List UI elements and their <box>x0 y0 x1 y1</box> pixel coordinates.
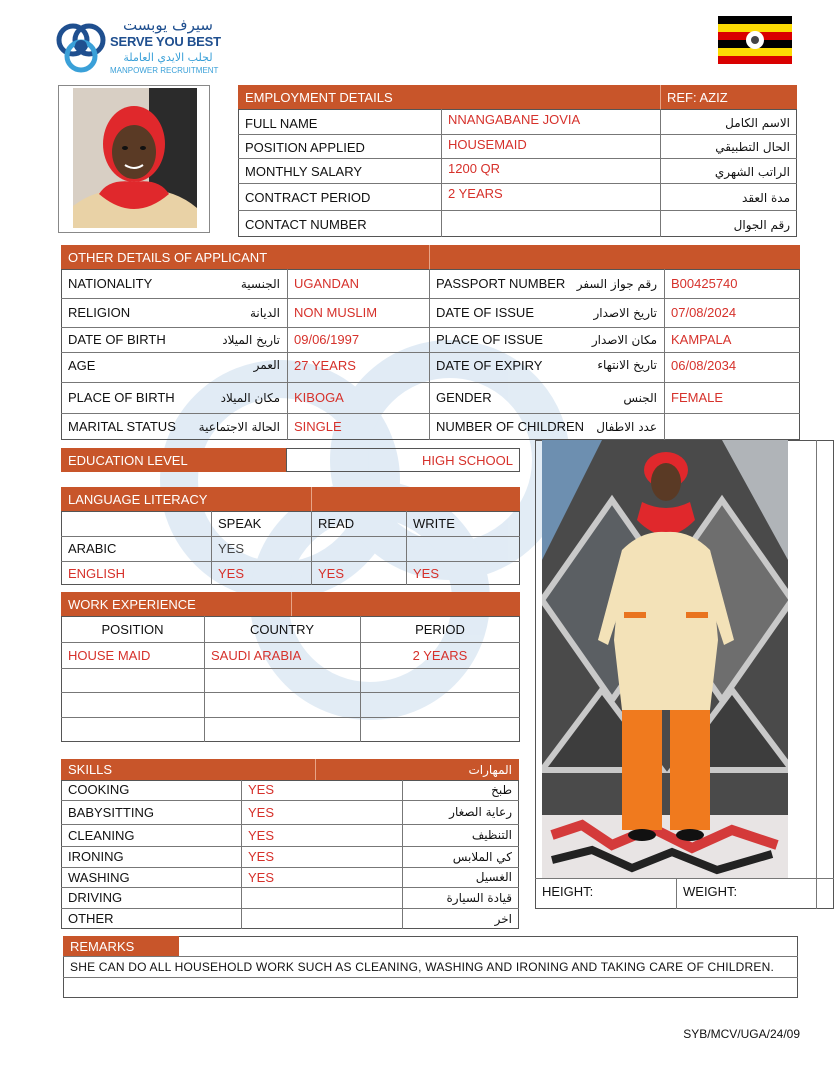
education-level-value: HIGH SCHOOL <box>421 452 513 468</box>
contact-number-value <box>441 212 660 237</box>
date-of-birth-arabic: تاريخ الميلاد <box>222 332 280 347</box>
language-arabic: ARABIC <box>68 541 117 556</box>
passport-number-arabic: رقم جواز السفر <box>576 276 657 291</box>
skill-cleaning-value: YES <box>248 827 275 843</box>
logo-arabic-name: سيرف يوبست <box>123 16 213 34</box>
nationality-label: NATIONALITY <box>68 276 153 291</box>
skill-driving-value <box>241 887 402 908</box>
age-value: 27 YEARS <box>294 357 356 373</box>
language-english: ENGLISH <box>68 565 126 581</box>
logo-english-name: SERVE YOU BEST <box>110 34 221 49</box>
employment-ref: REF: AZIZ <box>667 89 728 105</box>
monthly-salary-value: 1200 QR <box>448 160 501 176</box>
skill-babysitting-value: YES <box>248 804 275 820</box>
skills-title: SKILLS <box>68 762 113 777</box>
employment-header-title: EMPLOYMENT DETAILS <box>245 89 393 105</box>
contact-number-label: CONTACT NUMBER <box>245 217 367 232</box>
skill-driving-arabic: قيادة السيارة <box>446 890 512 905</box>
skill-babysitting-arabic: رعاية الصغار <box>449 805 512 819</box>
remarks-text: SHE CAN DO ALL HOUSEHOLD WORK SUCH AS CLEANING, WASHING AND IRONING AND TAKING CARE OF CHILDREN. <box>70 959 774 974</box>
skill-washing-arabic: الغسيل <box>475 870 512 884</box>
marital-status-value: SINGLE <box>294 419 342 434</box>
arabic-read-value <box>311 536 406 561</box>
age-label: AGE <box>68 357 96 373</box>
skill-ironing-arabic: كي الملابس <box>452 849 512 864</box>
religion-label: RELIGION <box>68 305 131 320</box>
language-literacy-title: LANGUAGE LITERACY <box>68 491 208 507</box>
col-write: WRITE <box>413 516 455 531</box>
date-of-birth-label: DATE OF BIRTH <box>68 332 166 347</box>
skill-driving: DRIVING <box>68 890 123 905</box>
logo-arabic-tagline: لجلب الايدي العاملة <box>123 51 213 64</box>
place-of-birth-label: PLACE OF BIRTH <box>68 390 175 405</box>
remarks-header: REMARKS <box>63 936 179 956</box>
skill-washing-value: YES <box>248 869 275 885</box>
skill-babysitting: BABYSITTING <box>68 804 154 820</box>
arabic-write-value <box>406 536 520 561</box>
number-of-children-arabic: عدد الاطفال <box>596 419 657 434</box>
skill-cooking-value: YES <box>248 782 275 797</box>
number-of-children-value <box>664 413 800 440</box>
col-country: COUNTRY <box>249 621 315 637</box>
monthly-salary-label: MONTHLY SALARY <box>245 164 363 179</box>
english-speak-value: YES <box>218 565 245 581</box>
date-of-birth-value: 09/06/1997 <box>294 332 360 347</box>
experience-period-value: 2 YEARS <box>412 647 468 663</box>
full-name-arabic: الاسم الكامل <box>725 116 790 130</box>
date-of-expiry-value: 06/08/2034 <box>671 357 737 373</box>
skill-cooking: COOKING <box>68 782 130 797</box>
date-of-expiry-label: DATE OF EXPIRY <box>436 357 543 373</box>
language-literacy-header <box>61 487 520 511</box>
applicant-full-body-photo <box>542 440 788 878</box>
logo-english-tagline: MANPOWER RECRUITMENT <box>110 66 219 75</box>
place-of-issue-label: PLACE OF ISSUE <box>436 332 543 347</box>
passport-number-label: PASSPORT NUMBER <box>436 276 566 291</box>
weight-label: WEIGHT: <box>683 883 738 899</box>
skill-other-value <box>241 908 402 929</box>
full-name-value: NNANGABANE JOVIA <box>448 111 581 127</box>
marital-status-arabic: الحالة الاجتماعية <box>198 419 280 434</box>
education-level-label: EDUCATION LEVEL <box>61 448 286 472</box>
col-speak: SPEAK <box>218 516 262 531</box>
skill-washing: WASHING <box>68 869 130 885</box>
place-of-birth-arabic: مكان الميلاد <box>220 390 280 405</box>
logo-emblem-icon <box>55 20 107 78</box>
english-read-value: YES <box>318 565 345 581</box>
place-of-issue-arabic: مكان الاصدار <box>591 332 657 347</box>
english-write-value: YES <box>413 565 440 581</box>
position-applied-value: HOUSEMAID <box>448 136 527 152</box>
skill-ironing-value: YES <box>248 849 275 864</box>
passport-number-value: B00425740 <box>671 276 738 291</box>
marital-status-label: MARITAL STATUS <box>68 419 176 434</box>
contract-period-value: 2 YEARS <box>448 185 503 201</box>
full-name-label: FULL NAME <box>245 115 318 131</box>
age-arabic: العمر <box>253 358 280 372</box>
date-of-issue-label: DATE OF ISSUE <box>436 305 534 320</box>
religion-arabic: الديانة <box>249 305 280 320</box>
date-of-expiry-arabic: تاريخ الانتهاء <box>597 358 657 372</box>
experience-position-value: HOUSE MAID <box>68 647 151 663</box>
height-label: HEIGHT: <box>542 883 594 899</box>
col-period: PERIOD <box>415 621 465 637</box>
col-read: READ <box>318 516 355 531</box>
skill-cooking-arabic: طبخ <box>491 782 512 797</box>
place-of-birth-value: KIBOGA <box>294 390 344 405</box>
company-logo <box>55 18 225 80</box>
uganda-flag-icon <box>718 16 792 64</box>
religion-value: NON MUSLIM <box>294 305 378 320</box>
skill-other-arabic: اخر <box>494 911 512 926</box>
contact-number-arabic: رقم الجوال <box>733 217 790 232</box>
skill-cleaning: CLEANING <box>68 827 135 843</box>
skill-ironing: IRONING <box>68 849 124 864</box>
gender-arabic: الجنس <box>623 390 657 405</box>
gender-label: GENDER <box>436 390 492 405</box>
other-details-header <box>61 245 800 269</box>
date-of-issue-value: 07/08/2024 <box>671 305 737 320</box>
skill-cleaning-arabic: التنظيف <box>471 828 512 842</box>
work-experience-title: WORK EXPERIENCE <box>68 596 196 612</box>
number-of-children-label: NUMBER OF CHILDREN <box>436 419 585 434</box>
experience-country-value: SAUDI ARABIA <box>211 647 302 663</box>
nationality-arabic: الجنسية <box>240 276 280 291</box>
nationality-value: UGANDAN <box>294 276 360 291</box>
other-details-title: OTHER DETAILS OF APPLICANT <box>68 249 268 265</box>
arabic-speak-value: YES <box>218 541 245 556</box>
place-of-issue-value: KAMPALA <box>671 332 732 347</box>
gender-value: FEMALE <box>671 390 724 405</box>
contract-period-arabic: مدة العقد <box>742 190 790 205</box>
skills-header-arabic: المهارات <box>468 762 512 777</box>
applicant-portrait-photo <box>58 85 210 233</box>
contract-period-label: CONTRACT PERIOD <box>245 190 371 205</box>
document-reference-code: SYB/MCV/UGA/24/09 <box>683 1027 800 1041</box>
monthly-salary-arabic: الراتب الشهري <box>714 164 790 179</box>
position-applied-arabic: الحال التطبيقي <box>715 140 790 154</box>
skill-other: OTHER <box>68 911 114 926</box>
date-of-issue-arabic: تاريخ الاصدار <box>593 305 657 320</box>
position-applied-label: POSITION APPLIED <box>245 139 365 155</box>
col-position: POSITION <box>101 621 164 637</box>
